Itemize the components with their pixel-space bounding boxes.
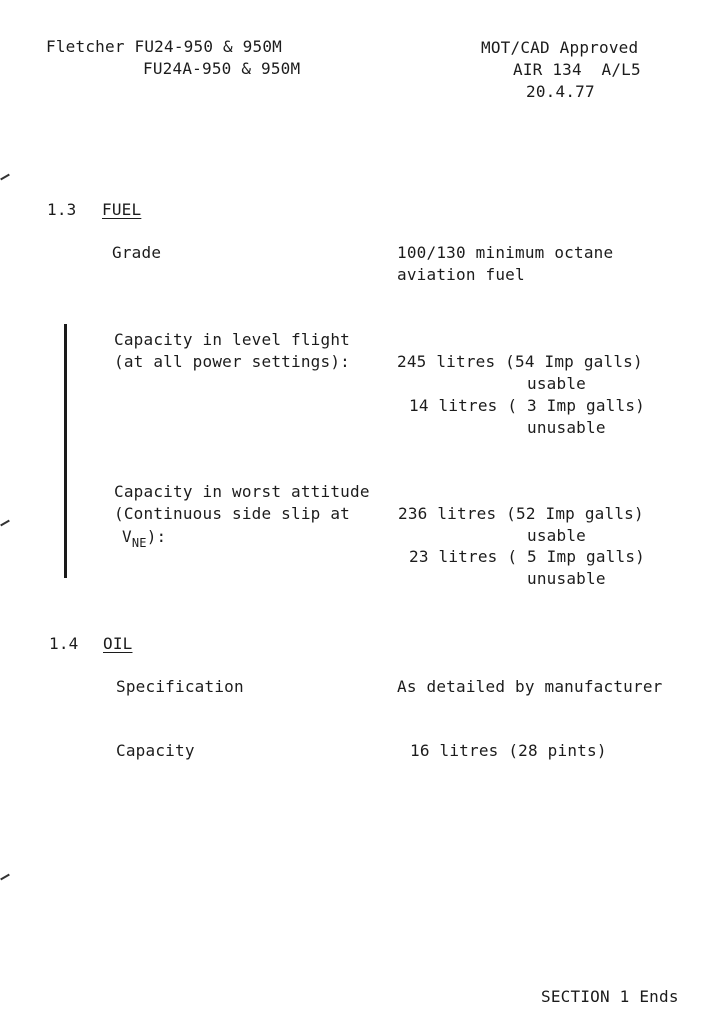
revision-bar xyxy=(64,324,67,578)
fuel-worst-label-line1: Capacity in worst attitude xyxy=(114,482,370,501)
fuel-section-number: 1.3 xyxy=(47,200,77,219)
header-model-line2: FU24A-950 & 950M xyxy=(143,59,301,78)
scan-mark xyxy=(0,520,10,527)
fuel-worst-usable-note: usable xyxy=(527,526,586,545)
fuel-worst-label-line2: (Continuous side slip at xyxy=(114,504,350,523)
fuel-worst-unusable-note: unusable xyxy=(527,569,606,588)
fuel-grade-label: Grade xyxy=(112,243,162,262)
fuel-level-unusable-note: unusable xyxy=(527,418,606,437)
header-approval: MOT/CAD Approved xyxy=(481,38,639,57)
oil-section-title: OIL xyxy=(103,634,133,653)
fuel-section-title: FUEL xyxy=(102,200,142,219)
oil-spec-value: As detailed by manufacturer xyxy=(397,677,663,696)
oil-spec-label: Specification xyxy=(116,677,244,696)
fuel-level-usable-note: usable xyxy=(527,374,586,393)
v-close: ): xyxy=(146,527,167,546)
scan-mark xyxy=(0,174,10,181)
fuel-worst-usable-amount: 236 litres (52 Imp galls) xyxy=(398,504,644,523)
header-date: 20.4.77 xyxy=(526,82,595,101)
fuel-worst-unusable-amount: 23 litres ( 5 Imp galls) xyxy=(409,547,645,566)
fuel-worst-label-line3 xyxy=(122,526,166,549)
v-subscript: NE xyxy=(131,536,147,550)
fuel-level-unusable-amount: 14 litres ( 3 Imp galls) xyxy=(409,396,645,415)
oil-capacity-value: 16 litres (28 pints) xyxy=(410,741,607,760)
header-model-line1: Fletcher FU24-950 & 950M xyxy=(46,37,282,56)
fuel-grade-value-line2: aviation fuel xyxy=(397,265,525,284)
fuel-level-label-line2: (at all power settings): xyxy=(114,352,350,371)
fuel-grade-value-line1: 100/130 minimum octane xyxy=(397,243,614,262)
section-end-marker: SECTION 1 Ends xyxy=(541,987,679,1006)
oil-capacity-label: Capacity xyxy=(116,741,195,760)
oil-section-number: 1.4 xyxy=(49,634,79,653)
fuel-level-usable-amount: 245 litres (54 Imp galls) xyxy=(397,352,643,371)
v-symbol: V xyxy=(122,527,132,546)
scan-mark xyxy=(0,874,10,881)
header-reference: AIR 134 A/L5 xyxy=(513,60,641,79)
fuel-level-label-line1: Capacity in level flight xyxy=(114,330,350,349)
